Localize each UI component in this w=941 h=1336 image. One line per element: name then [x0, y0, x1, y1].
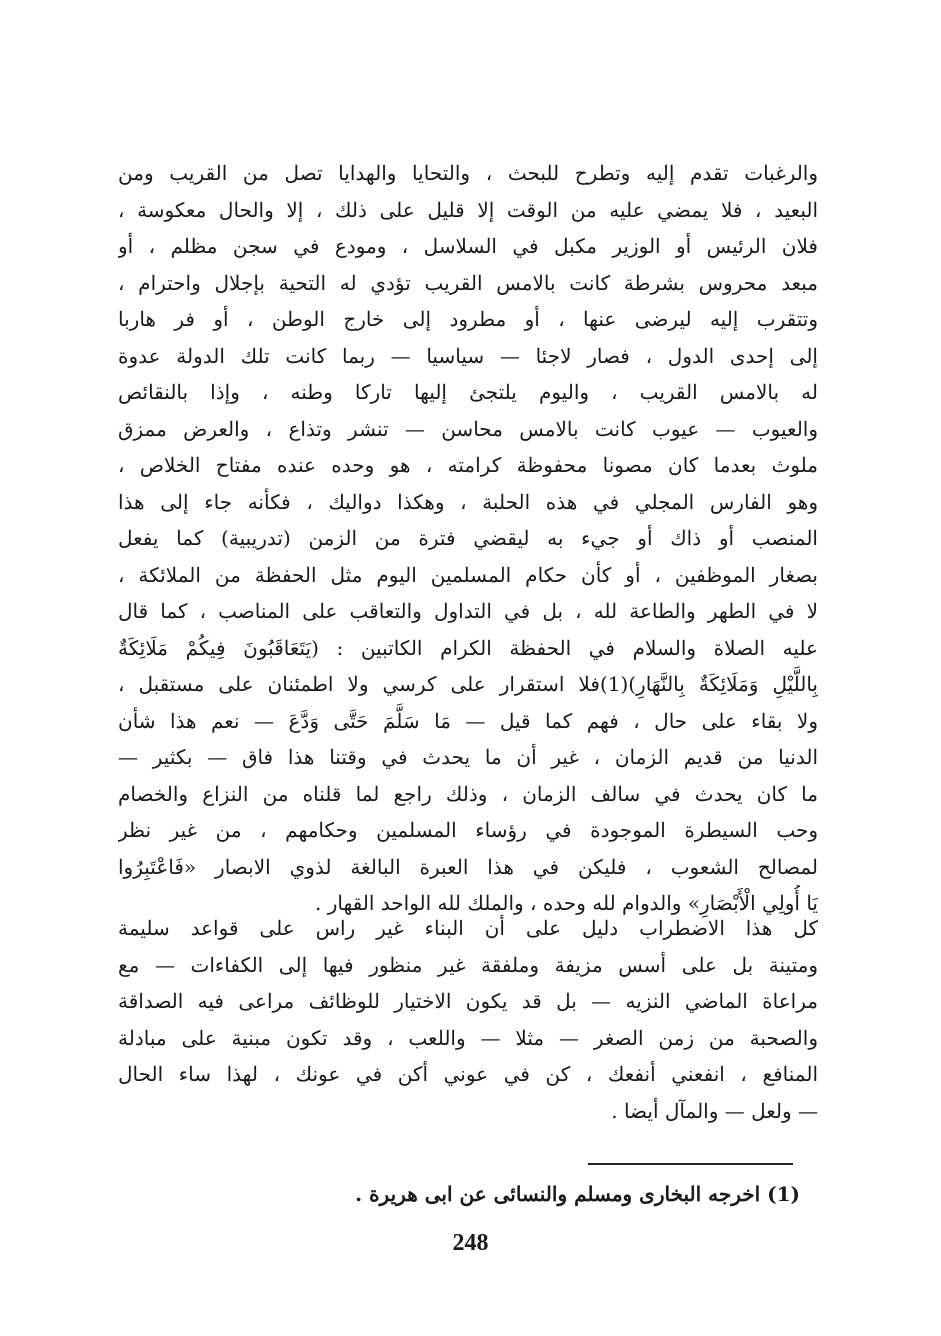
text-line: عليه الصلاة والسلام في الحفظة الكرام الكاتبين : (يَتَعَاقَبُونَ فِيكُمْ مَلَائِكَةٌ — [118, 635, 818, 660]
text-line: — ولعل — والمآل أيضا . — [611, 1098, 818, 1123]
paragraph-1 — [118, 155, 818, 922]
text-line: فلان الرئيس أو الوزير مكبل في السلاسل ، ومودع في سجن مظلم ، أو — [118, 234, 818, 258]
text-line: المنصب أو ذاك أو جيء به ليقضي فترة من الزمن (تدريبية) كما يفعل — [118, 526, 818, 550]
text-line: كل هذا الاضطراب دليل على أن البناء غير راس على قواعد سليمة — [118, 916, 818, 940]
text-line: البعيد ، فلا يمضي عليه من الوقت إلا قليل على ذلك ، إلا والحال معكوسة ، — [118, 197, 818, 222]
text-line: بصغار الموظفين ، أو كأن حكام المسلمين اليوم مثل الحفظة من الملائكة ، — [118, 562, 818, 587]
text-line: يَا أُولِي الْأَبْصَارِ» والدوام لله وحده ، والملك لله الواحد القهار . — [314, 891, 818, 915]
text-line: له بالامس القريب ، واليوم يلتجئ إليها تاركا وطنه ، وإذا بالنقائص — [118, 380, 818, 404]
text-line: ولا بقاء على حال ، فهم كما قيل — مَا سَلَّمَ حَتَّى وَدَّعَ — نعم هذا شأن — [118, 708, 818, 733]
text-line: والصحبة من زمن الصغر — مثلا — واللعب ، وقد تكون مبنية على مبادلة — [118, 1025, 818, 1050]
text-line: لا في الطهر والطاعة لله ، بل في التداول والتعاقب على المناصب ، كما قال — [118, 599, 818, 623]
text-line: ومتينة بل على أسس مزيفة وملفقة غير منظور فيها إلى الكفاءات — مع — [118, 952, 818, 977]
text-line: ملوث بعدما كان مصونا محفوظة كرامته ، هو وحده عنده مفتاح الخلاص ، — [118, 453, 818, 477]
text-line: مراعاة الماضي النزيه — بل قد يكون الاختيار للوظائف مراعى فيه الصداقة — [118, 989, 818, 1013]
text-line: والرغبات تقدم إليه وتطرح للبحث ، والتحايا والهدايا تصل من القريب ومن — [118, 161, 818, 185]
page-number: 248 — [452, 1230, 489, 1256]
text-line: وهو الفارس المجلي في هذه الحلبة ، وهكذا دواليك ، فكأنه جاء إلى هذا — [118, 489, 818, 514]
text-line: مبعد محروس بشرطة كانت بالامس القريب تؤدي له التحية بإجلال واحترام ، — [118, 270, 818, 295]
text-line: إلى إحدى الدول ، فصار لاجئا — سياسيا — ربما كانت تلك الدولة عدوة — [118, 343, 818, 368]
text-line: وتتقرب إليه ليرضى عنها ، أو مطرود إلى خارج الوطن ، أو فر هاربا — [118, 307, 818, 331]
text-line: بِاللَّيْلِ وَمَلَائِكَةٌ بِالنَّهَارِ)(1)فلا استقرار على كرسي ولا اطمئنان على مستقبل ، — [118, 672, 818, 696]
text-line: والعيوب — عيوب كانت بالامس محاسن — تنشر وتذاع ، والعرض ممزق — [118, 416, 818, 441]
text-line: ما كان يحدث في سالف الزمان ، وذلك راجع لما قلناه من النزاع والخصام — [118, 781, 818, 806]
text-line: وحب السيطرة الموجودة في رؤساء المسلمين وحكامهم ، من غير نظر — [118, 818, 818, 842]
text-line: الدنيا من قديم الزمان ، غير أن ما يحدث في وقتنا هذا فاق — بكثير — — [118, 745, 818, 769]
text-line: المنافع ، انفعني أنفعك ، كن في عوني أكن في عونك ، لهذا ساء الحال — [118, 1062, 818, 1086]
paragraph-2 — [118, 910, 818, 1129]
text-line: لمصالح الشعوب ، فليكن في هذا العبرة البالغة لذوي الابصار «فَاعْتَبِرُوا — [118, 854, 818, 879]
footnote-divider — [588, 1163, 793, 1165]
footnote: (1) اخرجه البخارى ومسلم والنسائى عن ابى هريرة . — [355, 1182, 800, 1206]
